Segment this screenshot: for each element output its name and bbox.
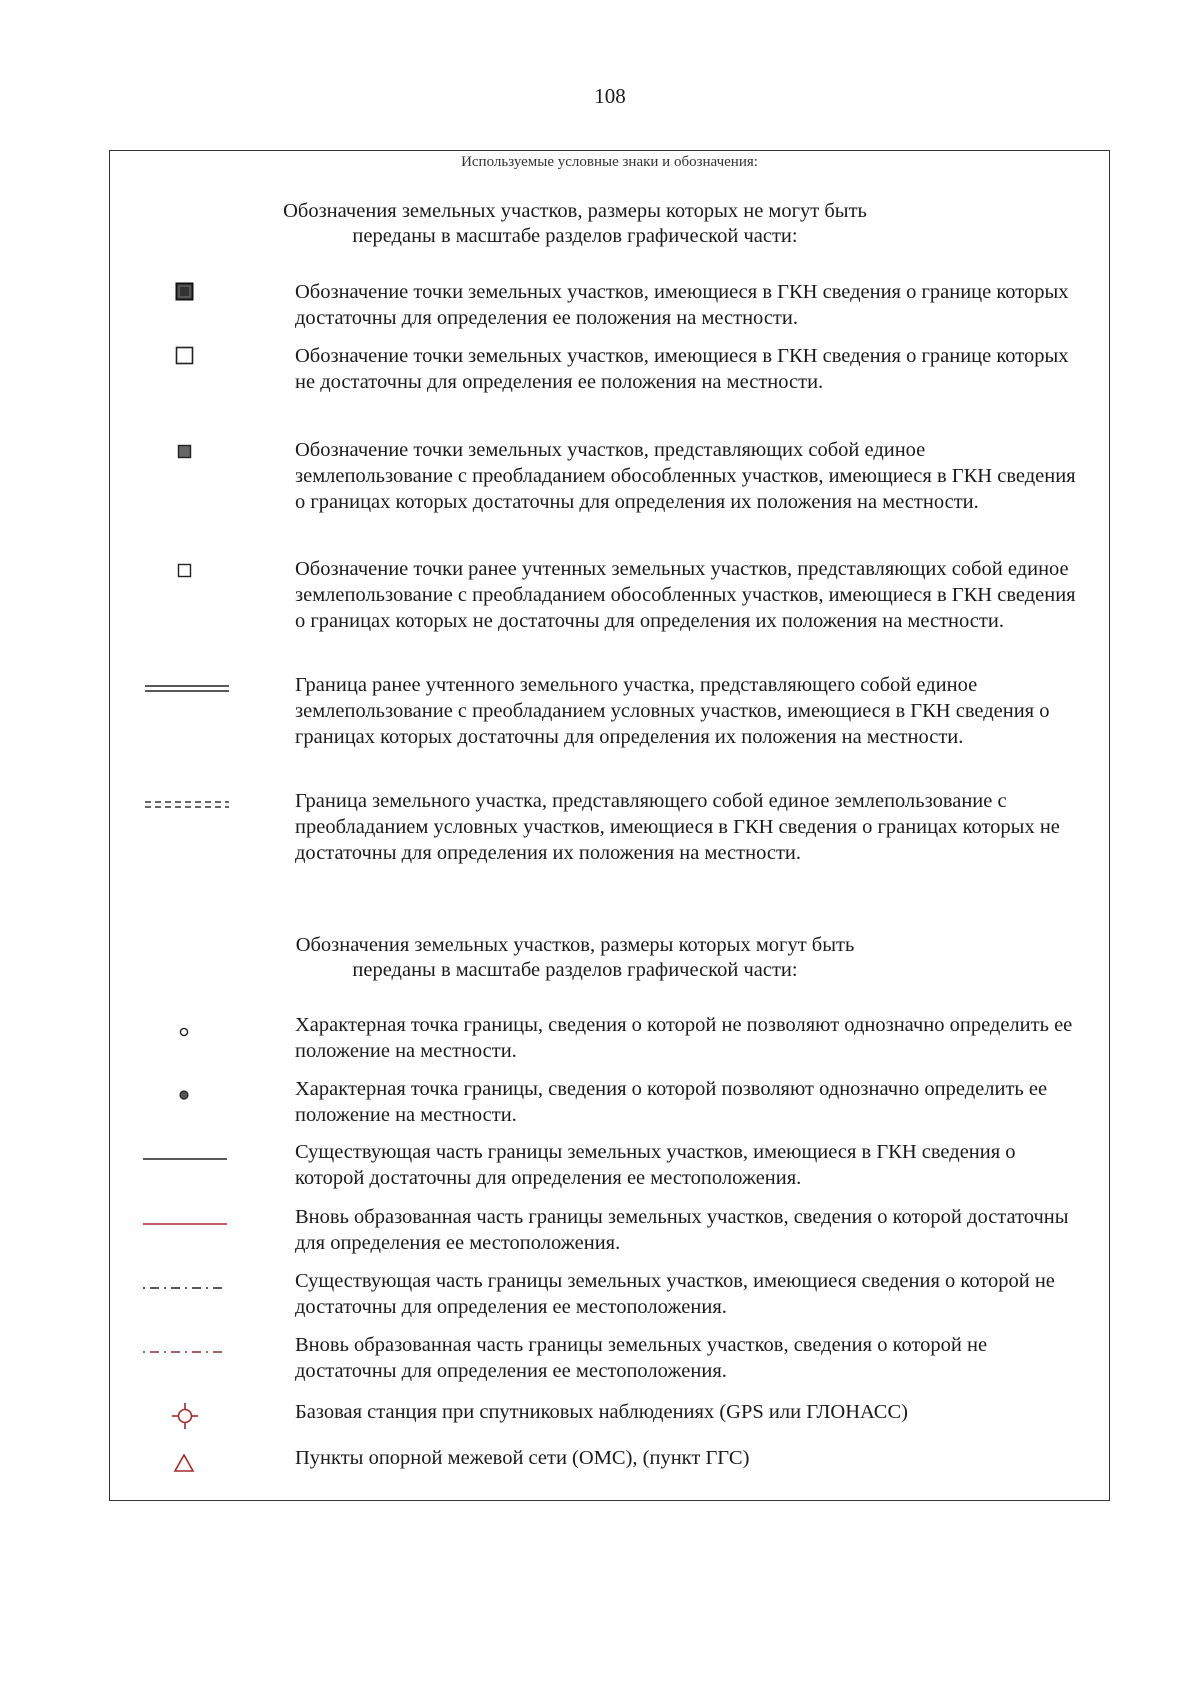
legend-item-text: Пункты опорной межевой сети (ОМС), (пункт ГГС) [295,1447,750,1469]
legend-item-text: Обозначение точки ранее учтенных земельных участков, представляющих собой единое землепользование с преобладанием обособленных участков, имеющиеся в ГКН сведения о границах которых не достаточны для определения их положения на местности. [295,558,1076,632]
legend-item-text: Вновь образованная часть границы земельных участков, сведения о которой достаточны для определения ее местоположения. [295,1206,1069,1254]
legend-item-text: Обозначение точки земельных участков, имеющиеся в ГКН сведения о границе которых не достаточны для определения ее положения на местности. [295,345,1069,393]
legend-item-text: Граница ранее учтенного земельного участка, представляющего собой единое землепользование с преобладанием условных участков, имеющиеся в ГКН сведения о границах которых достаточны для определения их положения на местности. [295,674,1050,748]
triangle-icon [173,1453,195,1473]
filled-square-small-icon [177,444,193,460]
empty-square-large-icon [175,346,195,366]
legend-item-text: Обозначение точки земельных участков, представляющих собой единое землепользование с преобладанием обособленных участков, имеющиеся в ГКН сведения о границах которых достаточны для определения их положения на местности. [295,439,1076,513]
filled-circle-icon [178,1089,190,1101]
section1-heading-line1: Обозначения земельных участков, размеры которых не могут быть [283,200,867,222]
section2-heading-line2: переданы в масштабе разделов графической части: [352,959,798,981]
legend-title: Используемые условные знаки и обозначения: [461,154,758,170]
section2-heading-line1: Обозначения земельных участков, размеры которых могут быть [295,934,855,956]
legend-item-text: Базовая станция при спутниковых наблюдениях (GPS или ГЛОНАСС) [295,1401,908,1423]
empty-circle-icon [178,1026,190,1038]
legend-item-text: Характерная точка границы, сведения о которой позволяют однозначно определить ее положение на местности. [295,1078,1048,1126]
dashed-red-line-icon [143,1349,229,1355]
empty-square-small-icon [177,563,193,579]
section1-heading [260,199,890,249]
double-dashed-line-icon [145,799,231,811]
dashed-black-line-icon [143,1285,229,1291]
section1-heading-line2: переданы в масштабе разделов графической части: [352,225,798,247]
solid-red-line-icon [143,1221,229,1227]
solid-black-line-icon [143,1156,229,1162]
double-line-icon [145,683,231,695]
legend-item-text: Характерная точка границы, сведения о которой не позволяют однозначно определить ее положение на местности. [295,1014,1073,1062]
legend-item-text: Существующая часть границы земельных участков, имеющиеся сведения о которой не достаточны для определения ее местоположения. [295,1270,1055,1318]
filled-square-large-icon [175,282,195,302]
legend-item-text: Вновь образованная часть границы земельных участков, сведения о которой не достаточны для определения ее местоположения. [295,1334,988,1382]
legend-item-text: Существующая часть границы земельных участков, имеющиеся в ГКН сведения о которой достаточны для определения ее местоположения. [295,1141,1016,1189]
page-number: 108 [594,84,626,108]
legend-item-text: Обозначение точки земельных участков, имеющиеся в ГКН сведения о границе которых достаточны для определения ее положения на местности. [295,281,1069,329]
crosshair-circle-icon [171,1402,199,1430]
section2-heading [260,933,890,983]
legend-frame [109,150,1110,1501]
legend-item-text: Граница земельного участка, представляющего собой единое землепользование с преобладанием условных участков, имеющиеся в ГКН сведения о границах которых не достаточны для определения их положения на местности. [295,790,1060,864]
